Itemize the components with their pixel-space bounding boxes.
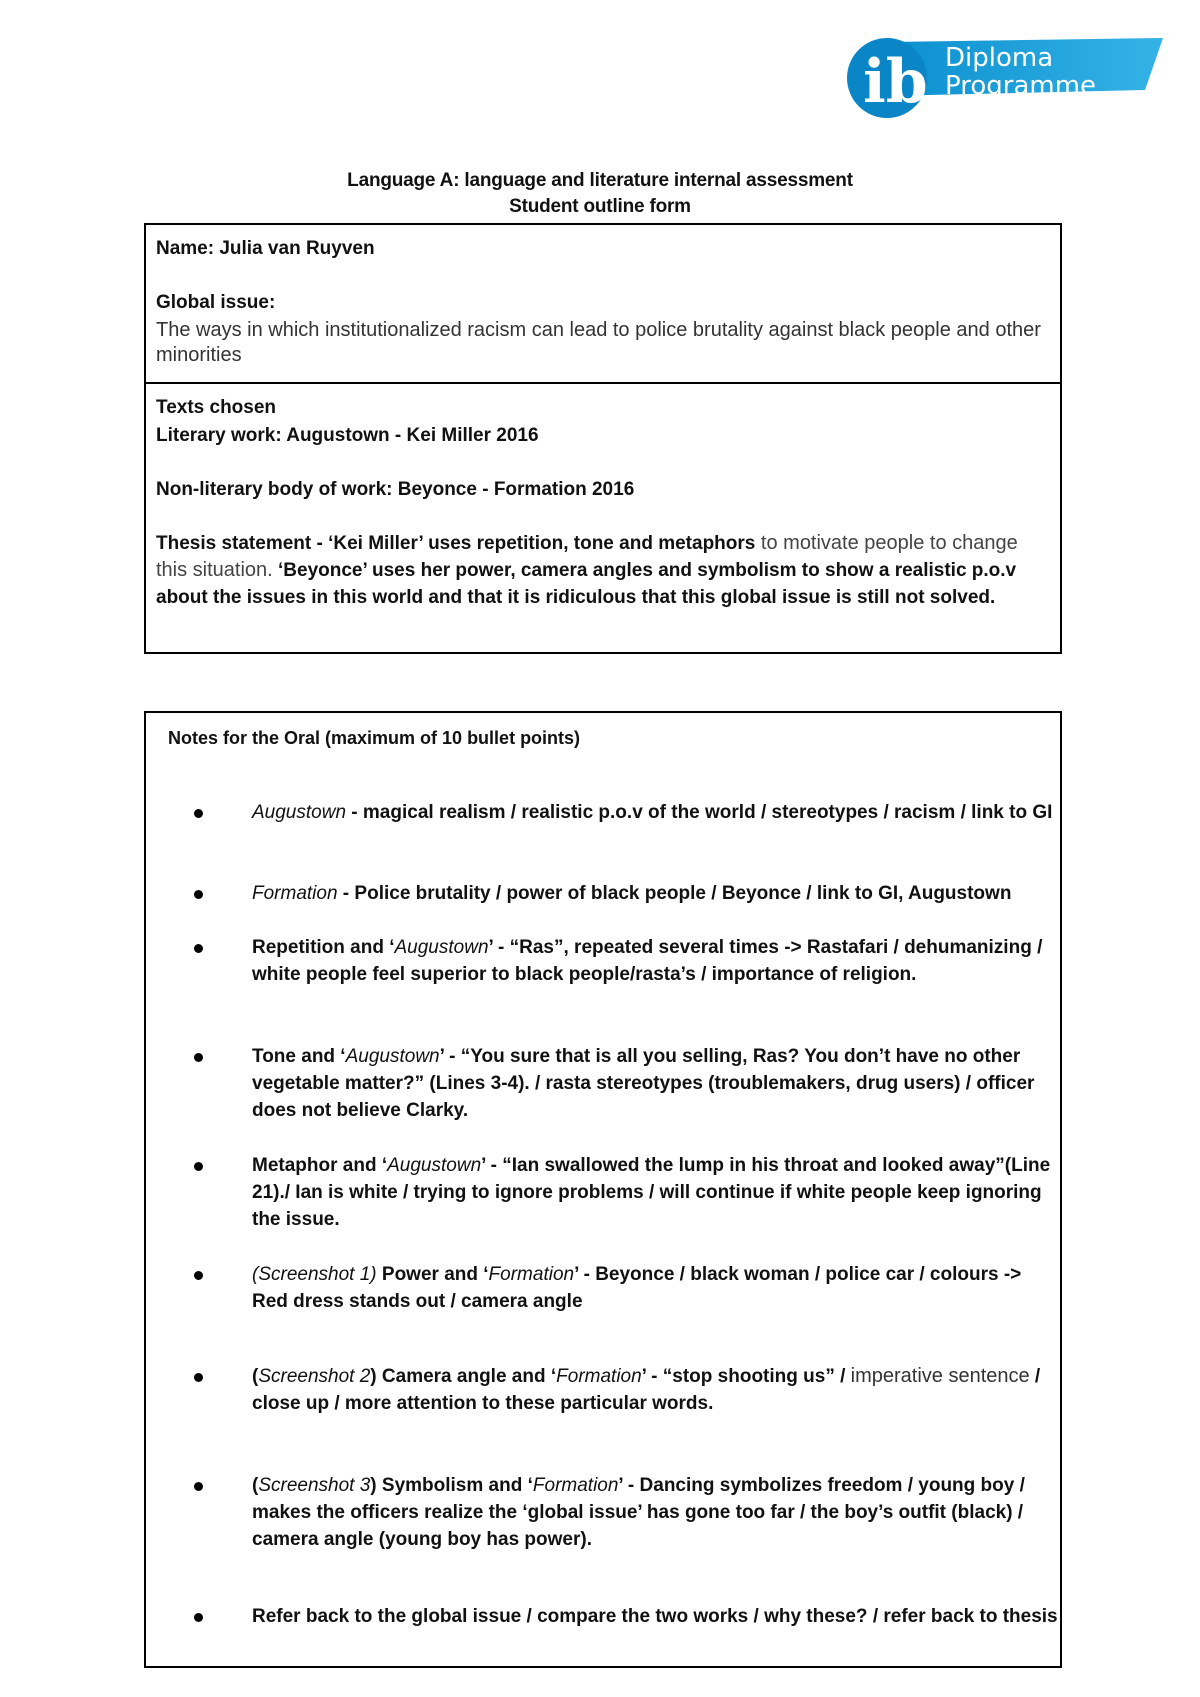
document-subtitle: Student outline form [509,196,691,217]
student-info-box [144,223,1062,384]
ib-logo-icon [845,30,1165,130]
bullet-icon [194,1162,203,1171]
texts-chosen-box [144,382,1062,654]
non-literary-work: Non-literary body of work: Beyonce - Formation 2016 [156,479,635,500]
student-name: Name: Julia van Ruyven [156,238,375,259]
bullet-icon [194,1271,203,1280]
notes-heading: Notes for the Oral (maximum of 10 bullet points) [168,728,581,748]
texts-chosen-label: Texts chosen [156,397,277,418]
bullet-icon [194,1613,203,1622]
bullet-icon [194,944,203,953]
svg-text:Diploma: Diploma [945,43,1054,73]
document-title: Language A: language and literature internal assessment [347,170,853,191]
svg-text:ib: ib [863,47,928,117]
oral-notes-box: Notes for the Oral (maximum of 10 bullet points) Augustown - magical realism / realistic p.o.v of the world / stereotypes / racism / link to GI Formation - Police brutality / power of black people / Beyonce / link to GI, Augustown Repetition and ‘Augustown’ - “Ras”, repeated several times -> Rastafari / dehumanizing / white people feel superior to black people/rasta’s / importance of religion. Tone and ‘Augustown’ - “You sure that is all you selling, Ras? You don’t have no other vegetable matter?” (Lines 3-4). / rasta stereotypes (troublemakers, drug users) / officer does not believe Clarky. Metaphor and ‘Augustown’ - “Ian swallowed the lump in his throat and looked away”(Line 21)./ Ian is white / trying to ignore problems / will continue if white people keep ignoring the issue. (Screenshot 1) Power and ‘Formation’ - Beyonce / black woman / police car / colours -> Red dress stands out / camera angle (Screenshot 2) Camera angle and ‘Formation’ - “stop shooting us” / imperative sentence / close up / more attention to these particular words. (Screenshot 3) Symbolism and ‘Formation’ - Dancing symbolizes freedom / young boy / makes the officers realize the ‘global issue’ has gone too far / the boy’s outfit (black) / camera angle (young boy has power). Refer back to the global issue / compare the two works / why these? / refer back to thesis [144,711,1062,1668]
global-issue-text: The ways in which institutionalized racism can lead to police brutality against black people and other minorities [156,319,1041,366]
ib-diploma-logo [845,30,1165,130]
literary-work: Literary work: Augustown - Kei Miller 2016 [156,425,539,446]
thesis-statement: Thesis statement - ‘Kei Miller’ uses repetition, tone and metaphors to motivate people to change this situation. ‘Beyonce’ uses her power, camera angles and symbolism to show a realistic p.o.v about the issues in this world and that it is ridiculous that this global issue is still not solved. [156,532,1018,608]
bullet-icon [194,890,203,899]
bullet-icon [194,809,203,818]
bullet-icon [194,1482,203,1491]
bullet-icon [194,1373,203,1382]
bullet-icon [194,1053,203,1062]
global-issue-label: Global issue: [156,292,276,313]
svg-text:Programme: Programme [945,71,1097,101]
